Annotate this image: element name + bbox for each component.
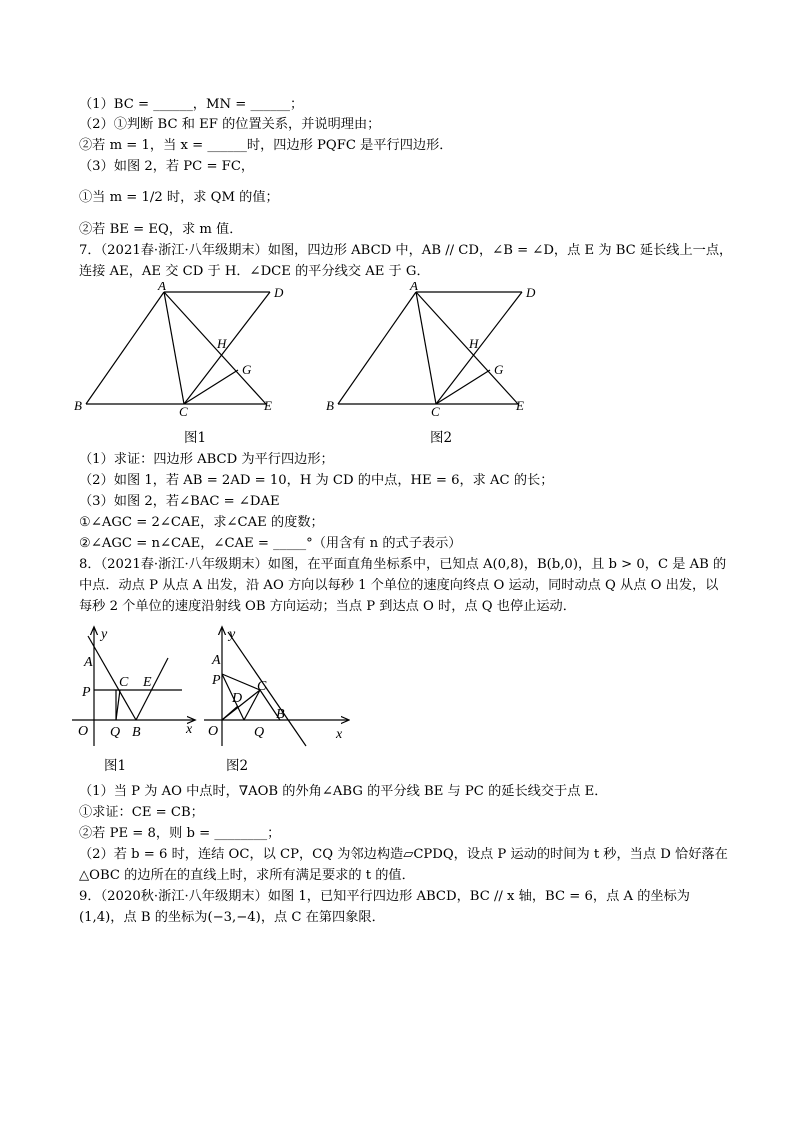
label-x: x (186, 722, 193, 737)
label-B: B (132, 725, 141, 740)
text-line-4: （3）如图 2，若 PC = FC， (79, 159, 255, 174)
q7-part-3-1: ①∠AGC = 2∠CAE，求∠CAE 的度数； (79, 515, 324, 530)
q7-part-3-2: ②∠AGC = n∠CAE，∠CAE = _____°（用含有 n 的式子表示） (79, 536, 462, 551)
label-E: E (143, 675, 152, 690)
label-C: C (119, 675, 129, 690)
label-E: E (264, 398, 272, 413)
text-line-1: （1）BC = ______，MN = ______； (79, 97, 304, 112)
q7-figure-1 (70, 282, 290, 422)
label-O: O (208, 724, 219, 739)
q7-stem-line-2: 连接 AE，AE 交 CD 于 H．∠DCE 的平分线交 AE 于 G． (79, 264, 430, 279)
q7-stem-line-1: 7．（2021春·浙江·八年级期末）如图，四边形 ABCD 中，AB // CD，∠B = ∠D，点 E 为 BC 延长线上一点， (79, 243, 733, 258)
q7-part-2: （2）如图 1，若 AB = 2AD = 10，H 为 CD 的中点，HE = 6，求 AC 的长； (79, 473, 554, 488)
label-H: H (217, 336, 227, 351)
label-E: E (516, 398, 524, 413)
label-O: O (78, 724, 89, 739)
text-line-6: ②若 BE = EQ，求 m 值． (79, 222, 243, 237)
q7-figure-2 (324, 282, 544, 422)
label-H: H (469, 336, 479, 351)
label-G: G (242, 362, 252, 377)
q8-stem-line-3: 每秒 2 个单位的速度沿射线 OB 方向运动；当点 P 到达点 O 时，点 Q 也停止运动． (79, 599, 576, 614)
q8-part-2-line-2: △OBC 的边所在的直线上时，求所有满足要求的 t 的值． (79, 868, 415, 883)
q8-stem-line-1: 8．（2021春·浙江·八年级期末）如图，在平面直角坐标系中，已知点 A(0,8)，B(b,0)，且 b > 0，C 是 AB 的 (79, 557, 727, 572)
label-D: D (526, 285, 536, 300)
q7-fig1-caption: 图1 (184, 430, 207, 446)
label-B: B (326, 398, 334, 413)
text-line-5: ①当 m = 1/2 时，求 QM 的值； (79, 190, 279, 205)
q7-part-1: （1）求证：四边形 ABCD 为平行四边形； (79, 452, 334, 467)
q8-stem-line-2: 中点．动点 P 从点 A 出发，沿 AO 方向以每秒 1 个单位的速度向终点 O 运动，同时动点 Q 从点 O 出发，以 (79, 578, 719, 593)
text-line-3: ②若 m = 1，当 x = ______时，四边形 PQFC 是平行四边形． (79, 138, 453, 153)
label-A: A (158, 282, 166, 293)
label-Q: Q (110, 725, 121, 740)
label-D: D (232, 691, 243, 706)
label-A: A (410, 282, 418, 293)
q8-part-1: （1）当 P 为 AO 中点时，∇AOB 的外角∠ABG 的平分线 BE 与 PC 的延长线交于点 E． (79, 784, 608, 799)
label-C: C (431, 404, 440, 419)
label-B: B (74, 398, 82, 413)
label-C: C (179, 404, 188, 419)
label-A: A (84, 655, 93, 670)
label-P: P (212, 673, 221, 688)
label-B: B (276, 707, 285, 722)
text-line-2: （2）①判断 BC 和 EF 的位置关系，并说明理由； (79, 117, 381, 132)
label-y: y (229, 627, 236, 642)
label-A: A (212, 653, 221, 668)
q8-part-2-line-1: （2）若 b = 6 时，连结 OC，以 CP，CQ 为邻边构造▱CPDQ，设点 P 运动的时间为 t 秒，当点 D 恰好落在 (79, 847, 728, 862)
label-D: D (274, 285, 284, 300)
q8-figure-1 (70, 618, 200, 748)
q9-stem-line-1: 9．（2020秋·浙江·八年级期末）如图 1，已知平行四边形 ABCD，BC // x 轴，BC = 6，点 A 的坐标为 (79, 889, 690, 904)
label-G: G (494, 362, 504, 377)
q8-figure-2 (200, 618, 350, 748)
label-C: C (257, 679, 267, 694)
label-P: P (82, 685, 91, 700)
label-y: y (101, 627, 108, 642)
q9-stem-line-2: (1,4)，点 B 的坐标为(−3,−4)，点 C 在第四象限． (79, 910, 385, 925)
q7-fig2-caption: 图2 (430, 430, 453, 446)
q8-part-1-2: ②若 PE = 8，则 b = ________； (79, 826, 281, 841)
q8-part-1-1: ①求证：CE = CB； (79, 805, 204, 820)
q8-fig2-caption: 图2 (226, 758, 249, 774)
label-x: x (336, 727, 343, 742)
q7-part-3: （3）如图 2，若∠BAC = ∠DAE (79, 494, 280, 509)
q8-fig1-caption: 图1 (104, 758, 127, 774)
label-Q: Q (254, 725, 265, 740)
